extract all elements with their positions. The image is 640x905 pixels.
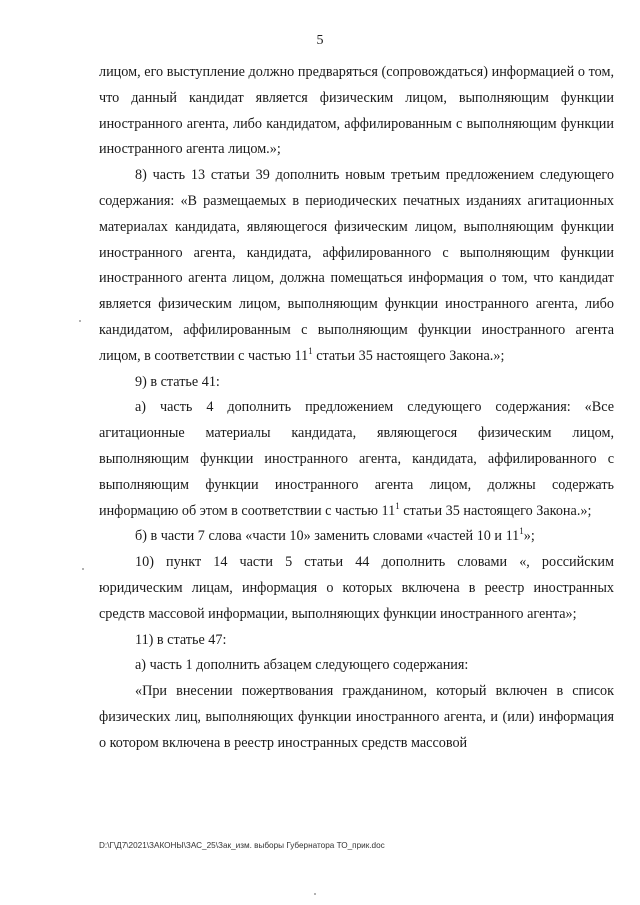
paragraph-item-9: 9) в статье 41: <box>135 373 220 390</box>
document-body <box>99 60 614 757</box>
paragraph-item-11: 11) в статье 47: <box>135 631 227 648</box>
superscript: 1 <box>308 345 313 356</box>
paragraph-quote: «При внесении пожертвования гражданином, который включен в список физических лиц, выполняющих функции иностранного агента, и (или) информация о котором включена в реестр иностранных средств массовой <box>99 683 614 751</box>
page-number: 5 <box>316 33 324 48</box>
file-path-footer: D:\Г\Д7\2021\ЗАКОНЫ\ЗАС_25\Зак_изм. выборы Губернатора ТО_прик.doc <box>99 841 385 850</box>
paragraph-continuation: лицом, его выступление должно предваряться (сопровождаться) информацией о том, что данный кандидат является физическим лицом, выполняющим функции иностранного агента, либо кандидатом, аффилированным с выполняющим функции иностранного агента лицом.»; <box>99 64 614 158</box>
scan-artifact <box>79 320 81 322</box>
paragraph-item-9b: б) в части 7 слова «части 10» заменить словами «частей 10 и $11^1$»; <box>135 526 535 545</box>
paragraph-item-8: 8) часть 13 статьи 39 дополнить новым третьим предложением следующего содержания: «В размещаемых в периодических печатных изданиях агитационных материалах кандидата, являющегося физическим лицом, выполняющим функции иностранного агента, кандидата, аффилированного с выполняющим функции иностранного агента лицом, должна помещаться информация о том, что кандидат является физическим лицом, выполняющим функции иностранного агента, либо кандидатом, аффилированным с выполняющим функции иностранного агента лицом, в соответствии с частью $11^1$ статьи 35 настоящего Закона.»; <box>99 167 614 364</box>
superscript: 1 <box>519 526 524 537</box>
paragraph-item-11a: а) часть 1 дополнить абзацем следующего содержания: <box>135 657 469 674</box>
superscript: 1 <box>395 500 400 511</box>
paragraph-item-9a: а) часть 4 дополнить предложением следующего содержания: «Все агитационные материалы кандидата, являющегося физическим лицом, выполняющим функции иностранного агента, кандидата, аффилированного с выполняющим функции иностранного агента лицом, должны содержать информацию об этом в соответствии с частью $11^1$ статьи 35 настоящего Закона.»; <box>99 399 614 519</box>
scan-artifact <box>314 893 316 895</box>
scan-artifact <box>82 568 84 570</box>
paragraph-item-10: 10) пункт 14 части 5 статьи 44 дополнить словами «, российским юридическим лицам, информация о которых включена в реестр иностранных средств массовой информации, выполняющих функции иностранного агента»; <box>99 554 614 622</box>
